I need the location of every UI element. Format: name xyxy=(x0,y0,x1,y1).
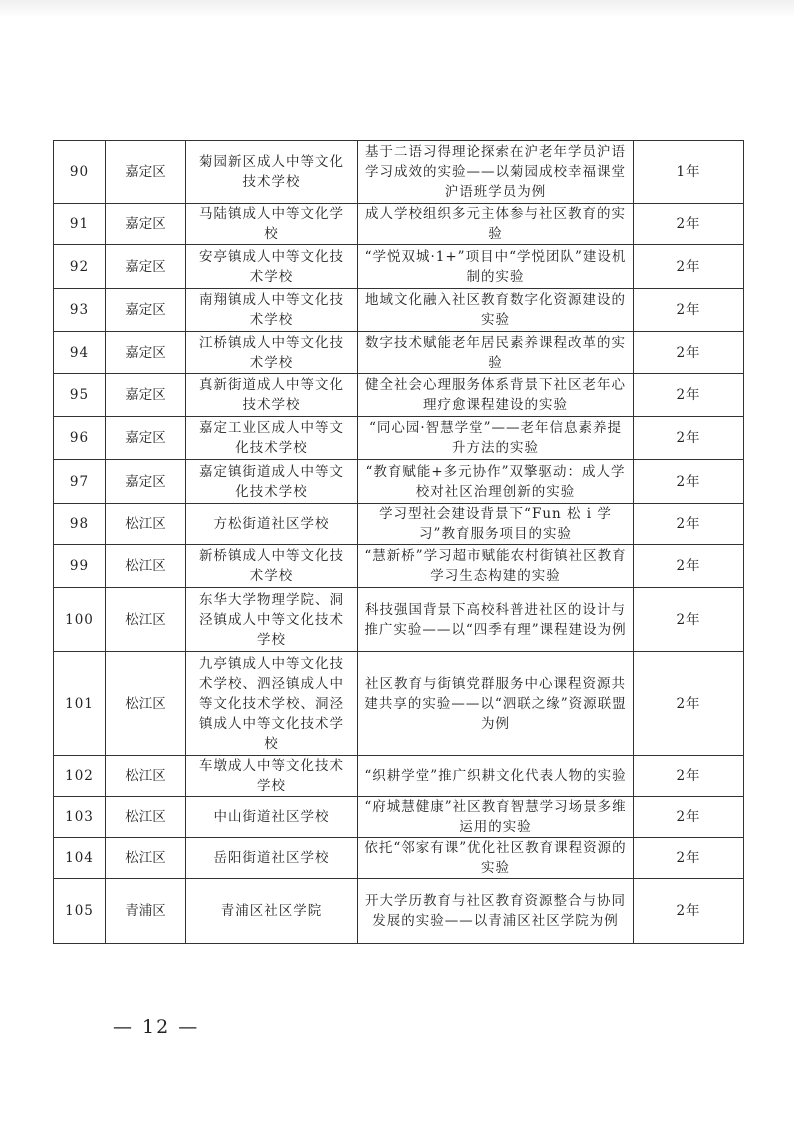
duration-cell: 2年 xyxy=(634,417,744,460)
project-topic-cell: 基于二语习得理论探索在沪老年学员沪语学习成效的实验——以菊园成校幸福课堂沪语班学员为例 xyxy=(358,141,634,204)
school-name-cell: 方松街道社区学校 xyxy=(186,504,358,545)
row-number: 101 xyxy=(54,652,106,756)
scan-edge xyxy=(0,0,794,18)
school-name-cell: 新桥镇成人中等文化技术学校 xyxy=(186,545,358,588)
school-name-cell: 岳阳街道社区学校 xyxy=(186,838,358,879)
project-topic-cell: “同心园·智慧学堂”——老年信息素养提升方法的实验 xyxy=(358,417,634,460)
project-topic-cell: “学悦双城·1+”项目中“学悦团队”建设机制的实验 xyxy=(358,245,634,289)
school-name-cell: 青浦区社区学院 xyxy=(186,879,358,944)
duration-cell: 2年 xyxy=(634,504,744,545)
district-cell: 松江区 xyxy=(106,797,186,838)
row-number: 103 xyxy=(54,797,106,838)
duration-cell: 2年 xyxy=(634,756,744,797)
table-row xyxy=(54,332,744,374)
row-number: 96 xyxy=(54,417,106,460)
district-cell: 青浦区 xyxy=(106,879,186,944)
school-name-cell: 嘉定镇街道成人中等文化技术学校 xyxy=(186,460,358,504)
table-row xyxy=(54,588,744,652)
project-topic-cell: 科技强国背景下高校科普进社区的设计与推广实验——以“四季有理”课程建设为例 xyxy=(358,588,634,652)
school-name-cell: 菊园新区成人中等文化技术学校 xyxy=(186,141,358,204)
project-table xyxy=(53,140,744,944)
district-cell: 嘉定区 xyxy=(106,141,186,204)
school-name-cell: 嘉定工业区成人中等文化技术学校 xyxy=(186,417,358,460)
duration-cell: 2年 xyxy=(634,652,744,756)
row-number: 92 xyxy=(54,245,106,289)
duration-cell: 2年 xyxy=(634,588,744,652)
table-row xyxy=(54,460,744,504)
duration-cell: 1年 xyxy=(634,141,744,204)
project-topic-cell: “慧新桥”学习超市赋能农村街镇社区教育学习生态构建的实验 xyxy=(358,545,634,588)
district-cell: 嘉定区 xyxy=(106,204,186,245)
row-number: 104 xyxy=(54,838,106,879)
duration-cell: 2年 xyxy=(634,460,744,504)
district-cell: 嘉定区 xyxy=(106,374,186,417)
table-row xyxy=(54,289,744,332)
duration-cell: 2年 xyxy=(634,545,744,588)
duration-cell: 2年 xyxy=(634,879,744,944)
table-row xyxy=(54,756,744,797)
district-cell: 松江区 xyxy=(106,652,186,756)
district-cell: 嘉定区 xyxy=(106,245,186,289)
table-body xyxy=(54,141,744,944)
project-topic-cell: 社区教育与街镇党群服务中心课程资源共建共享的实验——以“泗联之缘”资源联盟为例 xyxy=(358,652,634,756)
row-number: 91 xyxy=(54,204,106,245)
project-topic-cell: 成人学校组织多元主体参与社区教育的实验 xyxy=(358,204,634,245)
row-number: 98 xyxy=(54,504,106,545)
table-row xyxy=(54,245,744,289)
district-cell: 松江区 xyxy=(106,838,186,879)
school-name-cell: 马陆镇成人中等文化学校 xyxy=(186,204,358,245)
duration-cell: 2年 xyxy=(634,797,744,838)
school-name-cell: 车墩成人中等文化技术学校 xyxy=(186,756,358,797)
school-name-cell: 江桥镇成人中等文化技术学校 xyxy=(186,332,358,374)
project-topic-cell: 开大学历教育与社区教育资源整合与协同发展的实验——以青浦区社区学院为例 xyxy=(358,879,634,944)
table-row xyxy=(54,204,744,245)
page-number: — 12 — xyxy=(113,1016,200,1038)
row-number: 99 xyxy=(54,545,106,588)
table-row xyxy=(54,141,744,204)
row-number: 90 xyxy=(54,141,106,204)
district-cell: 嘉定区 xyxy=(106,332,186,374)
table-row xyxy=(54,417,744,460)
project-topic-cell: 数字技术赋能老年居民素养课程改革的实验 xyxy=(358,332,634,374)
project-topic-cell: “织耕学堂”推广织耕文化代表人物的实验 xyxy=(358,756,634,797)
district-cell: 嘉定区 xyxy=(106,460,186,504)
duration-cell: 2年 xyxy=(634,838,744,879)
school-name-cell: 东华大学物理学院、洞泾镇成人中等文化技术学校 xyxy=(186,588,358,652)
row-number: 102 xyxy=(54,756,106,797)
school-name-cell: 真新街道成人中等文化技术学校 xyxy=(186,374,358,417)
duration-cell: 2年 xyxy=(634,245,744,289)
district-cell: 松江区 xyxy=(106,504,186,545)
district-cell: 松江区 xyxy=(106,756,186,797)
school-name-cell: 南翔镇成人中等文化技术学校 xyxy=(186,289,358,332)
duration-cell: 2年 xyxy=(634,204,744,245)
row-number: 95 xyxy=(54,374,106,417)
duration-cell: 2年 xyxy=(634,332,744,374)
table-row xyxy=(54,545,744,588)
project-topic-cell: 学习型社会建设背景下“Fun 松 i 学习”教育服务项目的实验 xyxy=(358,504,634,545)
row-number: 100 xyxy=(54,588,106,652)
table-row xyxy=(54,838,744,879)
duration-cell: 2年 xyxy=(634,289,744,332)
project-topic-cell: 健全社会心理服务体系背景下社区老年心理疗愈课程建设的实验 xyxy=(358,374,634,417)
project-topic-cell: “府城慧健康”社区教育智慧学习场景多维运用的实验 xyxy=(358,797,634,838)
row-number: 93 xyxy=(54,289,106,332)
duration-cell: 2年 xyxy=(634,374,744,417)
table-row xyxy=(54,504,744,545)
row-number: 94 xyxy=(54,332,106,374)
row-number: 97 xyxy=(54,460,106,504)
school-name-cell: 安亭镇成人中等文化技术学校 xyxy=(186,245,358,289)
school-name-cell: 中山街道社区学校 xyxy=(186,797,358,838)
table-row xyxy=(54,374,744,417)
district-cell: 嘉定区 xyxy=(106,417,186,460)
project-topic-cell: 地域文化融入社区教育数字化资源建设的实验 xyxy=(358,289,634,332)
district-cell: 嘉定区 xyxy=(106,289,186,332)
project-topic-cell: 依托“邻家有课”优化社区教育课程资源的实验 xyxy=(358,838,634,879)
project-topic-cell: “教育赋能+多元协作”双擎驱动：成人学校对社区治理创新的实验 xyxy=(358,460,634,504)
table-row xyxy=(54,797,744,838)
district-cell: 松江区 xyxy=(106,588,186,652)
table-row xyxy=(54,879,744,944)
table-row xyxy=(54,652,744,756)
district-cell: 松江区 xyxy=(106,545,186,588)
school-name-cell: 九亭镇成人中等文化技术学校、泗泾镇成人中等文化技术学校、洞泾镇成人中等文化技术学校 xyxy=(186,652,358,756)
row-number: 105 xyxy=(54,879,106,944)
